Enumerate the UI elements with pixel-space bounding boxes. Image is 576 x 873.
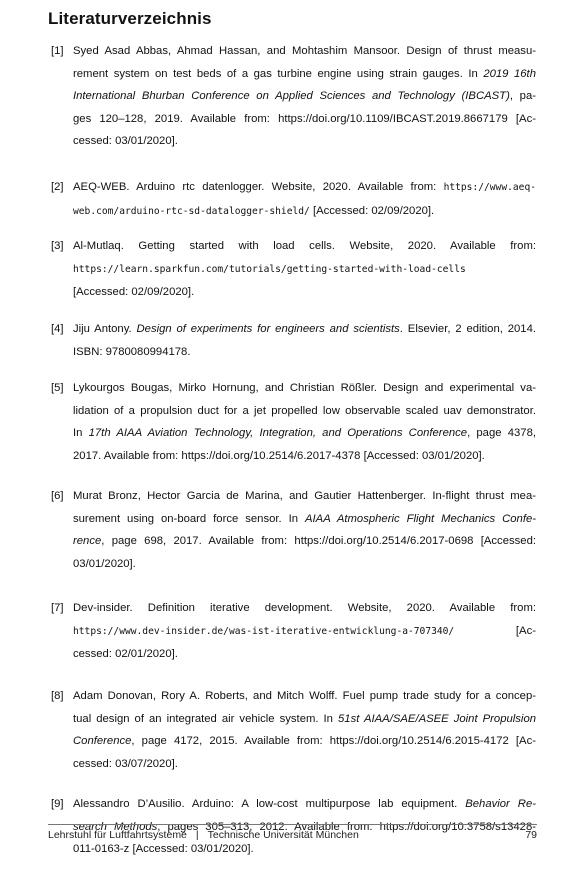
reference-text-segment: Alessandro D’Ausilio. Arduino: A low-cost multipurpose lab equipment. [73,798,466,810]
reference-text-segment: . Elsevier, 2 edition, 2014. [399,323,536,335]
reference-number: [7] [51,602,64,614]
reference-number: [5] [51,382,64,394]
reference-text-segment: , pages 305–313, 2012. Available from: https://doi.org/10.3758/s13428- [157,820,536,833]
reference-text-segment: https://www.aeq- [443,182,536,193]
reference-text-segment: AEQ-WEB. Arduino rtc datenlogger. Website, 2020. Available from: [73,181,444,193]
reference-line [73,422,536,445]
reference-text-segment: 2017. Available from: https://doi.org/10.2514/6.2017-4378 [Accessed: 03/01/2020]. [73,449,485,462]
reference-text [73,318,536,363]
reference-text-segment: rement system on test beds of a gas turbine engine using strain gauges. In [73,67,484,80]
reference-line [73,341,536,364]
reference-line [73,40,536,63]
reference-line [73,130,536,153]
reference-line [73,281,536,304]
reference-number: [2] [51,181,64,193]
reference-number: [4] [51,323,64,335]
reference-line [73,400,536,423]
page-heading: Literaturverzeichnis [48,9,212,28]
reference-text-segment: Conference [73,735,132,747]
reference-text-segment: 2019 16th [483,67,536,80]
reference-text-segment: rence [73,535,102,547]
reference-text-segment: Jiju Antony. [73,323,137,335]
reference-text-segment: Design of experiments for engineers and scientists [136,323,400,335]
reference-text-segment: ISBN: 9780080994178. [73,345,191,358]
reference-text-segment: cessed: 03/07/2020]. [73,757,178,770]
page-number: 79 [525,829,537,841]
reference-number: [1] [51,45,64,57]
reference-line [73,753,536,776]
reference-number: [9] [51,798,64,810]
reference-line [73,643,536,666]
reference-text [73,235,536,304]
reference-line [73,63,536,86]
reference-text-segment: Adam Donovan, Rory A. Roberts, and Mitch Wolff. Fuel pump trade study for a concep- [73,690,536,702]
reference-text-segment: https://www.dev-insider.de/was-ist-iterative-entwicklung-a-707340/ [73,625,455,637]
reference-text-segment: , pa- [509,90,536,102]
footer-university: Technische Universität München [207,829,359,841]
reference-text-segment: Murat Bronz, Hector Garcia de Marina, and Gautier Hattenberger. In-flight thrust mea- [73,490,536,502]
reference-line [73,258,536,282]
reference-text [73,40,536,153]
reference-text-segment: [Accessed: 02/09/2020]. [73,286,195,298]
reference-text-segment: 03/01/2020]. [73,557,136,570]
footer-separator: | [195,829,199,841]
reference-text-segment: ges 120–128, 2019. Available from: https://doi.org/10.1109/IBCAST.2019.8667179 [Ac- [73,112,536,125]
reference-text-segment: Syed Asad Abbas, Ahmad Hassan, and Mohtashim Mansoor. Design of thrust measu- [73,45,536,57]
reference-text-segment: surement using on-board force sensor. In [73,512,305,525]
reference-line [73,200,536,224]
reference-line [73,685,536,708]
reference-text-segment: , page 698, 2017. Available from: https://doi.org/10.2514/6.2017-0698 [Accessed: [101,535,536,547]
reference-text [73,793,536,861]
reference-line [73,508,536,531]
reference-text-segment: cessed: 02/01/2020]. [73,648,178,660]
reference-line [73,838,536,861]
reference-text-segment: 51st AIAA/SAE/ASEE Joint Propulsion [338,712,537,725]
reference-text-segment: AIAA Atmospheric Flight Mechanics Confe- [304,512,536,525]
reference-line [73,708,536,731]
reference-text [73,485,536,575]
reference-line [73,485,536,508]
reference-number: [6] [51,490,64,502]
reference-text [73,176,536,223]
reference-text [73,377,536,467]
reference-line [73,377,536,400]
reference-line [73,85,536,108]
reference-line [73,318,536,341]
reference-number: [3] [51,240,64,252]
reference-line [73,730,536,753]
reference-line [73,553,536,576]
reference-text [73,597,536,666]
reference-text-segment: tual design of an integrated air vehicle system. In [73,712,338,725]
reference-text-segment: Al-Mutlaq. Getting started with load cells. Website, 2020. Available from: [73,240,536,252]
reference-text-segment: , page 4378, [467,427,536,439]
reference-number: [8] [51,690,64,702]
reference-text-segment: web.com/arduino-rtc-sd-datalogger-shield/ [73,205,310,217]
reference-text-segment: International Bhurban Conference on Applied Sciences and Technology (IBCAST) [73,90,510,102]
reference-text-segment: [Accessed: 02/09/2020]. [309,204,435,217]
footer-rule [48,824,537,825]
reference-text-segment: In [73,427,89,439]
reference-line [73,620,536,644]
reference-line [73,176,536,200]
reference-text-segment: search Methods [73,820,158,833]
reference-line [73,793,536,816]
reference-text-segment: Behavior Re- [465,798,536,810]
reference-text-segment: cessed: 03/01/2020]. [73,135,178,147]
reference-line [73,530,536,553]
reference-text-segment: https://learn.sparkfun.com/tutorials/getting-started-with-load-cells [73,263,466,275]
reference-text-segment: 011-0163-z [Accessed: 03/01/2020]. [73,843,254,855]
reference-line [73,108,536,131]
reference-text-segment: , page 4172, 2015. Available from: https://doi.org/10.2514/6.2015-4172 [Ac- [131,735,536,747]
reference-text-segment: lidation of a propulsion duct for a jet propelled low observable scaled uav demonstrator. [73,404,536,417]
reference-line [73,445,536,468]
reference-text [73,685,536,775]
reference-text-segment: Dev-insider. Definition iterative development. Website, 2020. Available from: [73,602,536,614]
reference-line [73,597,536,620]
reference-text-segment: [Ac- [454,624,536,637]
reference-text-segment: Lykourgos Bougas, Mirko Hornung, and Christian Rößler. Design and experimental va- [73,382,536,394]
reference-text-segment: 17th AIAA Aviation Technology, Integration, and Operations Conference [88,427,468,439]
footer-left [48,829,359,841]
footer-institute: Lehrstuhl für Luftfahrtsysteme [48,829,187,841]
reference-line [73,235,536,258]
